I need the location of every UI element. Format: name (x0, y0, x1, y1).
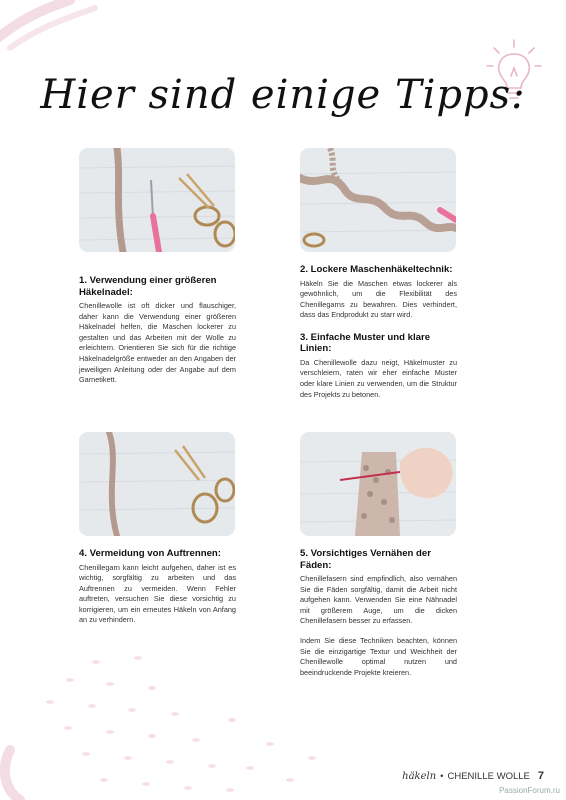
tip-text-5-closing: Indem Sie diese Techniken beachten, können Sie die einzigartige Textur und Weichheit der Chenillewolle optimal nutzen und beeindruckende Projekte kreieren. (300, 635, 457, 677)
tip-section-4 (79, 548, 236, 626)
photo-hand-crocheting (300, 432, 456, 536)
tip-text-1: Chenillewolle ist oft dicker und flauschiger, daher kann die Verwendung einer größeren Häkelnadel helfen, die Maschen lockerer zu gestalten und das Arbeiten mit der Wolle zu erleichtern. Orientieren Sie sich für die richtige Häkelnadelgröße entweder an den Angaben der jeweiligen Anleitung oder der Angabe auf dem Garnetikett. (79, 301, 236, 385)
page-footer (402, 770, 544, 782)
photo-yarn-and-scissors (79, 432, 235, 536)
tip-heading-3: 3. Einfache Muster und klare Linien: (300, 331, 431, 355)
photo-hook-and-scissors (79, 148, 235, 252)
footer-magazine: CHENILLE WOLLE (447, 771, 530, 782)
tip-text-2: Häkeln Sie die Maschen etwas lockerer als gewöhnlich, um die Flexibilität des Chenillegarns zu bewahren. Dies verhindert, dass das Endprodukt zu starr wird. (300, 278, 457, 320)
brush-decoration-top (0, 0, 110, 60)
footer-separator: • (440, 771, 444, 782)
tip-heading-1: 1. Verwendung einer größeren Häkelnadel: (79, 275, 217, 298)
tip-text-3: Da Chenillewolle dazu neigt, Häkelmuster zu verschleiern, raten wir eher einfache Muster oder klare Linien zu verwenden, um die Struktur des Projekts zu betonen. (300, 357, 457, 399)
tip-text-5: Chenillefasern sind empfindlich, also vernähen Sie die Fäden sorgfältig, damit die Arbeit nicht aufgehen kann. Verwenden Sie eine Nähnadel mit größerem Auge, um die dicken Chenillefasern besser zu erfassen. (300, 574, 457, 626)
tip-heading-2: 2. Lockere Maschenhäkeltechnik: (300, 264, 453, 275)
page-title: Hier sind einige Tipps: (40, 72, 526, 118)
tip-section-5 (300, 548, 457, 678)
footer-brand: häkeln (402, 771, 437, 782)
tip-text-4: Chenillegarn kann leicht aufgehen, daher ist es wichtig, sorgfältig zu arbeiten und das Auftrennen zu vermeiden. Wenn Fehler auftreten, versuchen Sie diese vorsichtig zu korrigieren, um ein erneutes Häkeln von Anfang an zu verhindern. (79, 562, 236, 625)
tip-heading-4: 4. Vermeidung von Auftrennen: (79, 548, 221, 559)
tip-section-2-3 (300, 264, 457, 400)
tip-section-1 (79, 275, 236, 386)
page-number: 7 (537, 770, 544, 782)
watermark: PassionForum.ru (499, 786, 560, 795)
photo-chenille-chain (300, 148, 456, 252)
tip-heading-5: 5. Vorsichtiges Vernähen der Fäden: (300, 548, 431, 571)
